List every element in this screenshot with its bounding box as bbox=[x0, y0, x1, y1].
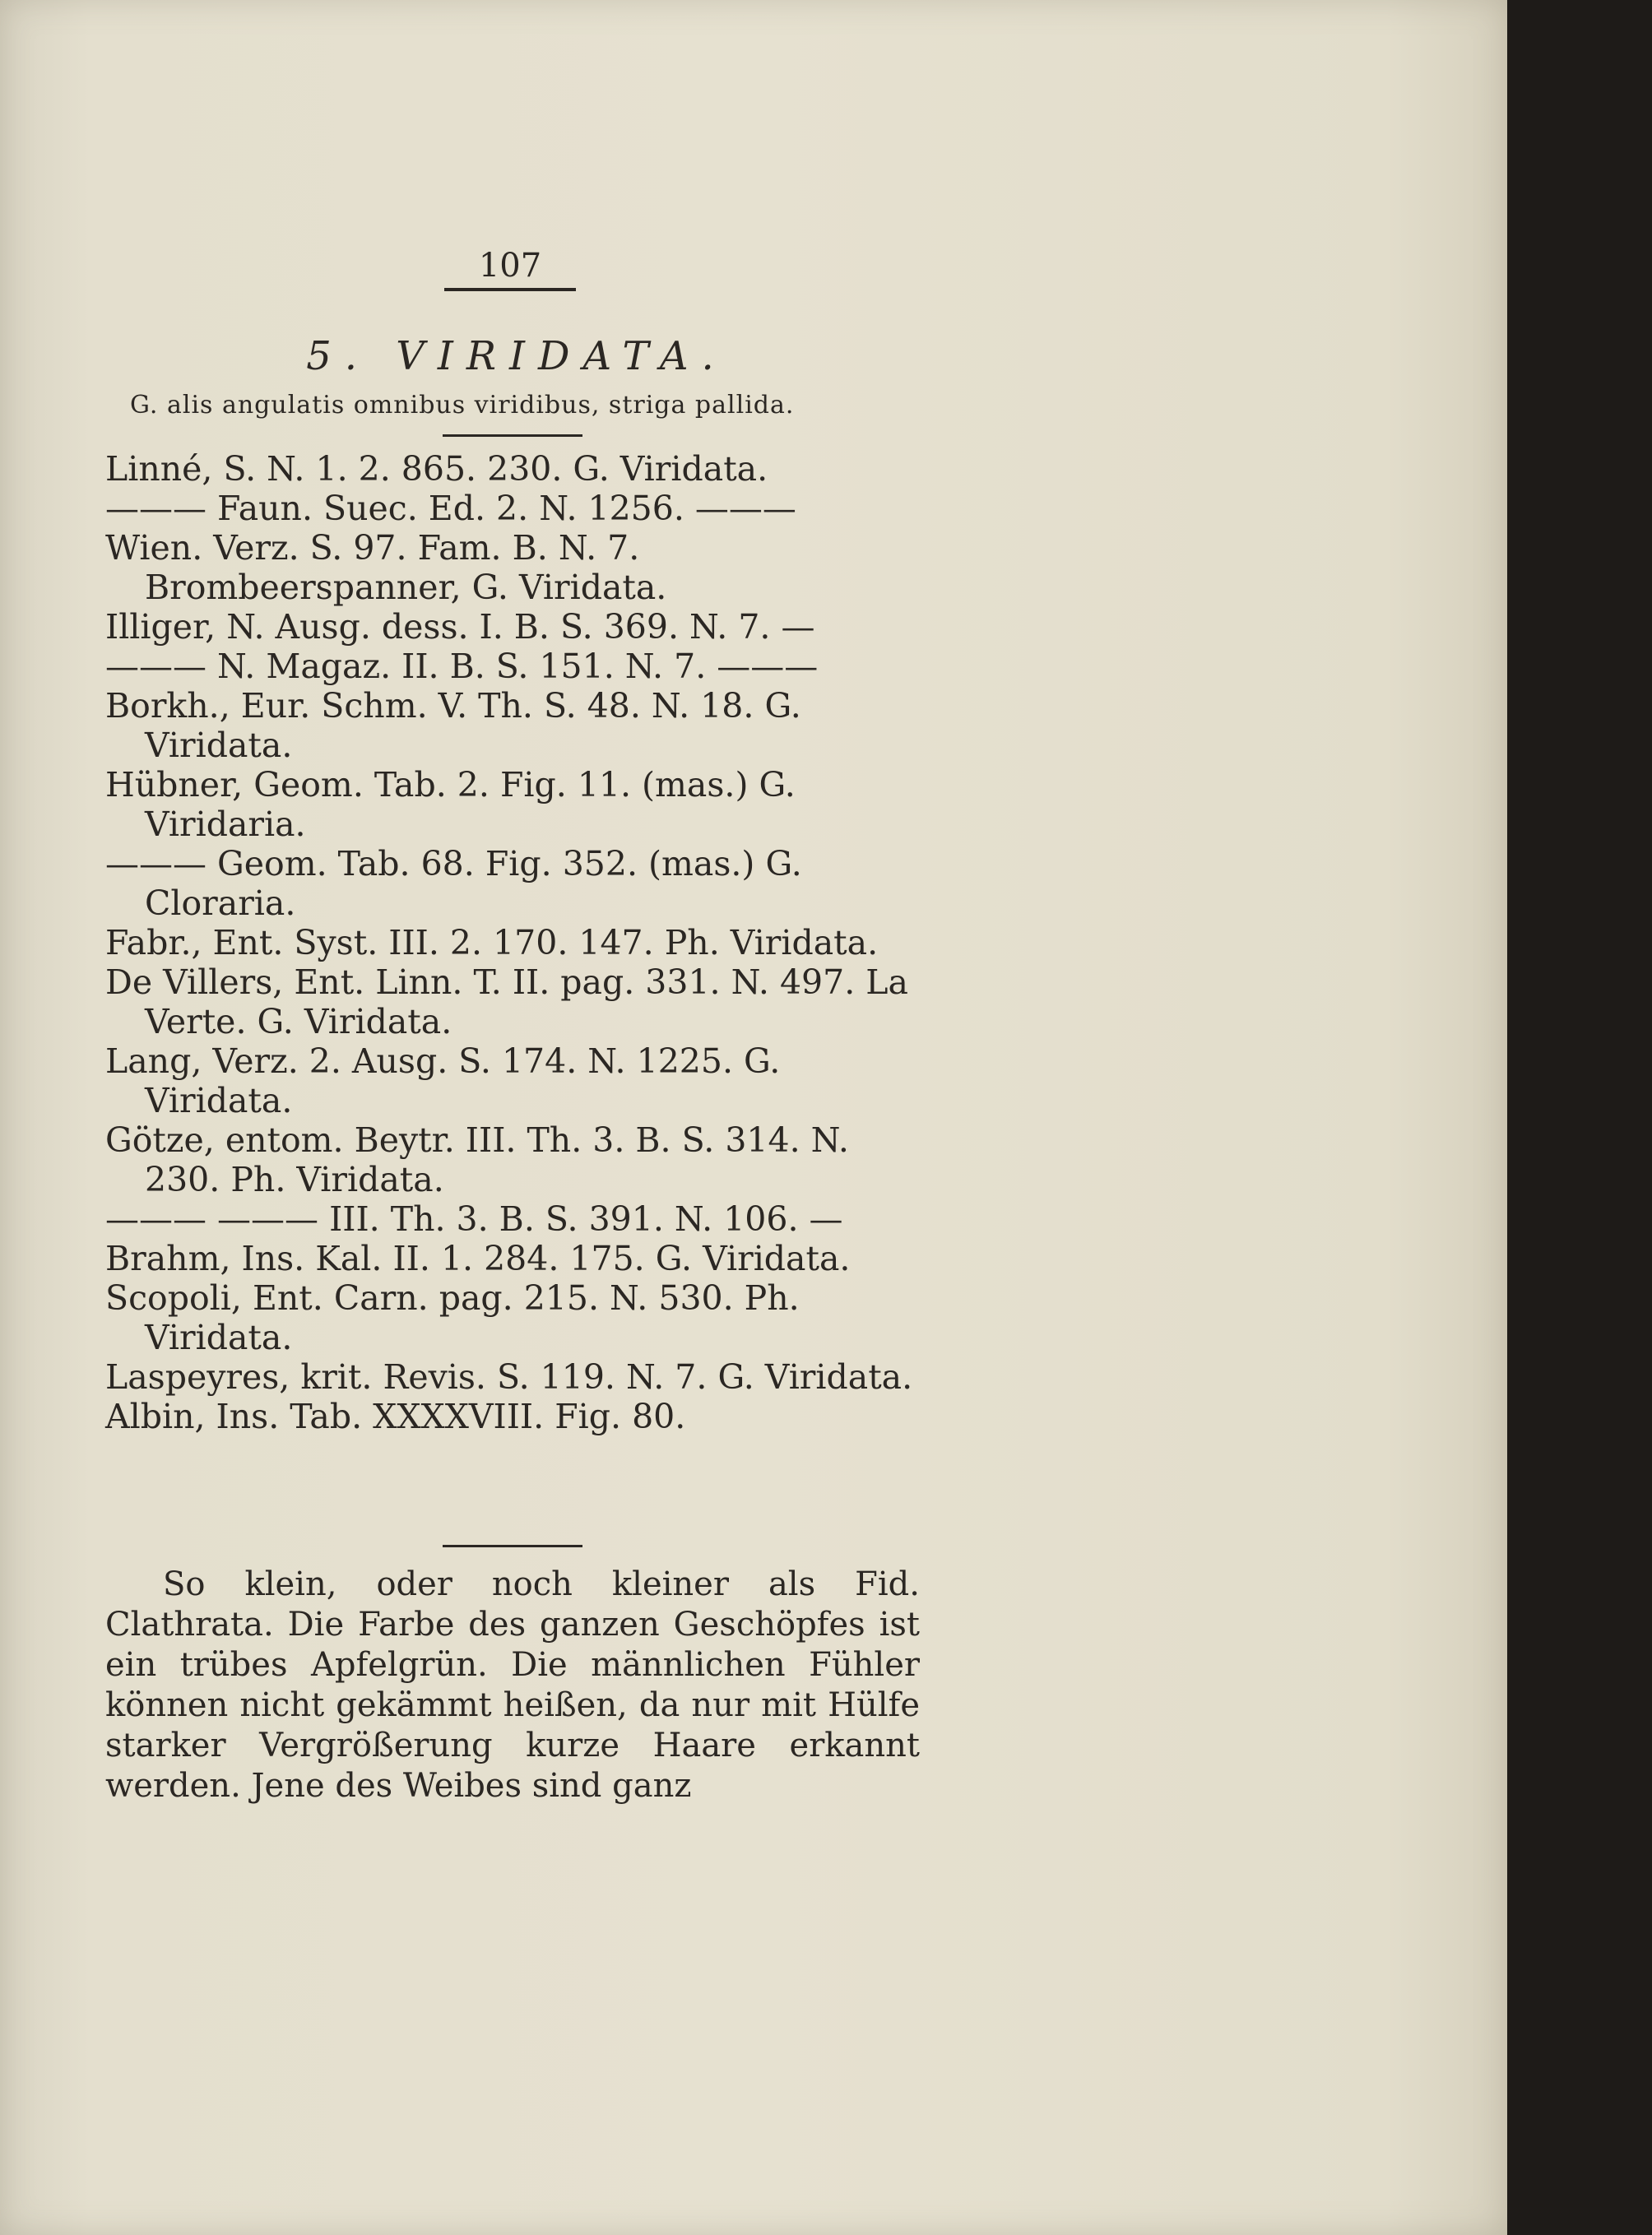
reference-item: Linné, S. N. 1. 2. 865. 230. G. Viridata. bbox=[105, 449, 768, 489]
reference-item: Scopoli, Ent. Carn. pag. 215. N. 530. Ph. Viridata. bbox=[105, 1278, 810, 1357]
reference-item: Borkh., Eur. Schm. V. Th. S. 48. N. 18. G. Viridata. bbox=[105, 686, 812, 765]
reference-item: Brahm, Ins. Kal. II. 1. 284. 175. G. Viridata. bbox=[105, 1239, 851, 1278]
reference-item: Lang, Verz. 2. Ausg. S. 174. N. 1225. G. Viridata. bbox=[105, 1041, 791, 1120]
reference-item: Hübner, Geom. Tab. 2. Fig. 11. (mas.) G. Viridaria. bbox=[105, 765, 806, 844]
reference-item: ——— ——— III. Th. 3. B. S. 391. N. 106. — bbox=[105, 1199, 843, 1239]
reference-item: Götze, entom. Beytr. III. Th. 3. B. S. 314. N. 230. Ph. Viridata. bbox=[105, 1120, 860, 1199]
reference-item: ——— Geom. Tab. 68. Fig. 352. (mas.) G. Cloraria. bbox=[105, 844, 813, 923]
reference-item: Wien. Verz. S. 97. Fam. B. N. 7. Brombeerspanner, G. Viridata. bbox=[105, 528, 667, 607]
reference-item: Illiger, N. Ausg. dess. I. B. S. 369. N. 7. — bbox=[105, 607, 815, 647]
reference-item: ——— Faun. Suec. Ed. 2. N. 1256. ——— bbox=[105, 489, 796, 528]
reference-list bbox=[105, 449, 928, 1436]
separator-rule bbox=[443, 1545, 582, 1547]
page-number: 107 bbox=[444, 247, 576, 291]
separator-rule bbox=[443, 434, 582, 437]
description-paragraph: So klein, oder noch kleiner als Fid. Clathrata. Die Farbe des ganzen Geschöpfes ist ein trübes Apfelgrün. Die männlichen Fühler können nicht gekämmt heißen, da nur mit Hülfe starker Vergrößerung kurze Haare erkannt werden. Jene des Weibes sind ganz bbox=[105, 1565, 920, 1805]
species-heading: 5. VIRIDATA. bbox=[306, 333, 727, 379]
scan-background bbox=[1507, 0, 1652, 2235]
reference-item: Laspeyres, krit. Revis. S. 119. N. 7. G. Viridata. bbox=[105, 1357, 913, 1397]
species-diagnosis: G. alis angulatis omnibus viridibus, striga pallida. bbox=[130, 391, 795, 420]
reference-item: De Villers, Ent. Linn. T. II. pag. 331. N. 497. La Verte. G. Viridata. bbox=[105, 962, 919, 1041]
reference-item: Albin, Ins. Tab. XXXXVIII. Fig. 80. bbox=[105, 1397, 686, 1436]
reference-item: ——— N. Magaz. II. B. S. 151. N. 7. ——— bbox=[105, 647, 819, 686]
reference-item: Fabr., Ent. Syst. III. 2. 170. 147. Ph. Viridata. bbox=[105, 923, 879, 962]
